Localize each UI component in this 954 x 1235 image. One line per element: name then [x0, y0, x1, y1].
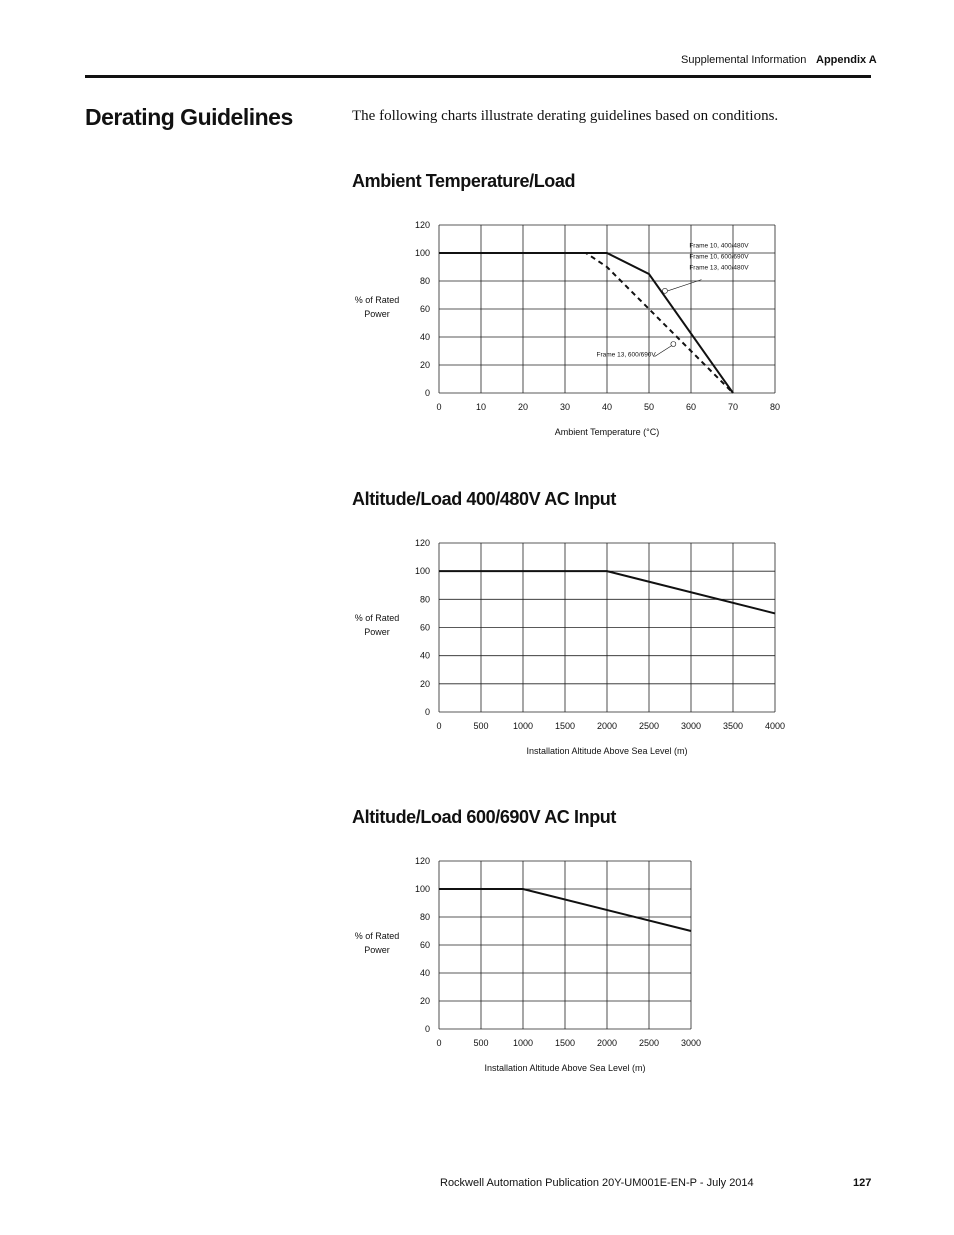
annotation-marker: [662, 288, 667, 293]
y-axis-label: % of Rated Power: [354, 613, 400, 637]
x-tick-label: 80: [769, 402, 781, 412]
x-tick-label: 1000: [512, 721, 534, 731]
y-tick-label: 120: [414, 220, 430, 230]
ambient-temperature-chart: [340, 212, 800, 447]
x-tick-label: 70: [727, 402, 739, 412]
section-title-altitude-690v: Altitude/Load 600/690V AC Input: [352, 807, 616, 827]
running-header-section: Supplemental Information: [681, 54, 807, 66]
y-axis-label: % of Rated Power: [354, 295, 400, 319]
series-annotation-label: Frame 13, 600/690V: [596, 351, 656, 359]
x-tick-label: 60: [685, 402, 697, 412]
x-tick-label: 2500: [638, 721, 660, 731]
page-title: Derating Guidelines: [85, 104, 293, 130]
x-tick-label: 2000: [596, 721, 618, 731]
x-tick-label: 2000: [596, 1038, 618, 1048]
y-tick-label: 40: [419, 968, 430, 978]
y-tick-label: 100: [414, 248, 430, 258]
y-tick-label: 20: [419, 360, 430, 370]
page-number: 127: [853, 1177, 872, 1189]
series-line-1: [439, 253, 733, 393]
x-tick-label: 1500: [554, 1038, 576, 1048]
y-tick-label: 120: [414, 538, 430, 548]
x-tick-label: 10: [475, 402, 487, 412]
y-tick-label: 100: [414, 566, 430, 577]
header-rule: [85, 75, 871, 78]
series-annotation-label: Frame 10, 600/690V: [689, 253, 749, 261]
x-tick-label: 1500: [554, 721, 576, 731]
x-tick-label: 3000: [680, 1038, 702, 1048]
section-title-ambient-temperature: Ambient Temperature/Load: [352, 171, 576, 191]
y-tick-label: 20: [419, 996, 430, 1006]
y-tick-label: 40: [419, 332, 430, 342]
y-tick-label: 60: [419, 304, 430, 314]
x-tick-label: 0: [436, 721, 442, 731]
series-annotation-label: Frame 10, 400/480V: [689, 242, 749, 250]
x-axis-label: Installation Altitude Above Sea Level (m): [526, 746, 688, 756]
x-tick-label: 40: [601, 402, 613, 412]
y-axis-label: % of Rated Power: [354, 931, 400, 955]
altitude-480v-chart: [340, 530, 800, 765]
y-tick-label: 20: [419, 678, 430, 689]
x-tick-label: 2500: [638, 1038, 660, 1048]
annotation-leader: [654, 345, 672, 356]
series-line-2: [439, 253, 733, 393]
y-tick-label: 40: [419, 650, 430, 661]
section-title-altitude-480v: Altitude/Load 400/480V AC Input: [352, 489, 616, 509]
running-header-appendix: Appendix A: [816, 54, 877, 66]
y-tick-label: 0: [424, 1024, 430, 1034]
y-tick-label: 80: [419, 276, 430, 286]
y-tick-label: 60: [419, 622, 430, 633]
y-tick-label: 80: [419, 594, 430, 605]
x-tick-label: 0: [436, 1038, 442, 1048]
x-tick-label: 3500: [722, 721, 744, 731]
x-tick-label: 500: [473, 721, 489, 731]
altitude-690v-chart: [340, 848, 800, 1083]
annotation-marker: [671, 342, 676, 347]
x-tick-label: 30: [559, 402, 571, 412]
y-tick-label: 100: [414, 884, 430, 894]
x-tick-label: 1000: [512, 1038, 534, 1048]
x-axis-label: Ambient Temperature (°C): [554, 427, 660, 437]
x-tick-label: 4000: [764, 721, 786, 731]
footer-publication: Rockwell Automation Publication 20Y-UM001E-EN-P - July 2014: [440, 1177, 754, 1189]
y-tick-label: 0: [424, 388, 430, 398]
series-annotation-label: Frame 13, 400/480V: [689, 264, 749, 272]
intro-paragraph: The following charts illustrate derating guidelines based on conditions.: [352, 108, 779, 124]
x-tick-label: 0: [436, 402, 442, 412]
y-tick-label: 60: [419, 940, 430, 950]
x-tick-label: 500: [473, 1038, 489, 1048]
y-tick-label: 0: [424, 707, 430, 717]
x-tick-label: 20: [517, 402, 529, 412]
y-tick-label: 120: [414, 856, 430, 866]
x-tick-label: 50: [643, 402, 655, 412]
x-axis-label: Installation Altitude Above Sea Level (m): [484, 1063, 646, 1073]
x-tick-label: 3000: [680, 721, 702, 731]
y-tick-label: 80: [419, 912, 430, 922]
